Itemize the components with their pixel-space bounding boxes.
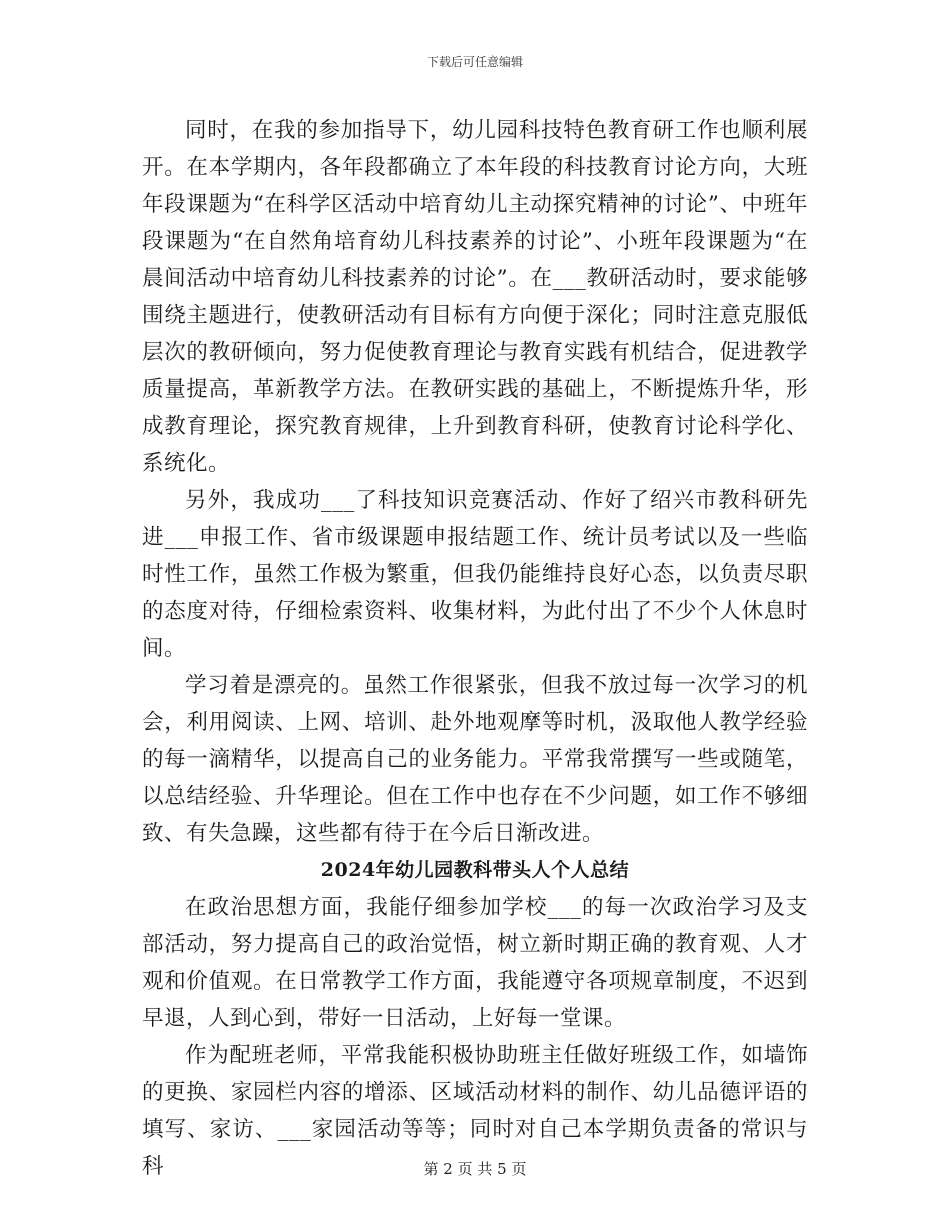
paragraph: 学习着是漂亮的。虽然工作很紧张，但我不放过每一次学习的机会，利用阅读、上网、培训、赴外地观摩等时机，汲取他人教学经验的每一滴精华，以提高自己的业务能力。平常我常撰写一些或随笔，以总结经验、升华理论。但在工作中也存在不少问题，如工作不够细致、有失急躁，这些都有待于在今后日渐改进。: [142, 673, 808, 846]
paragraph: 在政治思想方面，我能仔细参加学校___的每一次政治学习及支部活动，努力提高自己的政治觉悟，树立新时期正确的教育观、人才观和价值观。在日常教学工作方面，我能遵守各项规章制度，不迟到早退，人到心到，带好一日活动，上好每一堂课。: [142, 895, 808, 1031]
paragraph: 另外，我成功___了科技知识竞赛活动、作好了绍兴市教科研先进___申报工作、省市级课题申报结题工作、统计员考试以及一些临时性工作，虽然工作极为繁重，但我仍能维持良好心态，以负责尽职的态度对待，仔细检索资料、收集材料，为此付出了不少个人休息时间。: [142, 488, 808, 661]
section-title: 2024年幼儿园教科带头人个人总结: [320, 859, 630, 881]
page-header: 下载后可任意编辑: [426, 55, 523, 69]
paragraph: 同时，在我的参加指导下，幼儿园科技特色教育研工作也顺利展开。在本学期内，各年段都确立了本年段的科技教育讨论方向，大班年段课题为“在科学区活动中培育幼儿主动探究精神的讨论”、中班年段课题为“在自然角培育幼儿科技素养的讨论”、小班年段课题为“在晨间活动中培育幼儿科技素养的讨论”。在___教研活动时，要求能够围绕主题进行，使教研活动有目标有方向便于深化；同时注意克服低层次的教研倾向，努力促使教育理论与教育实践有机结合，促进教学质量提高，革新教学方法。在教研实践的基础上，不断提炼升华，形成教育理论，探究教育规律，上升到教育科研，使教育讨论科学化、系统化。: [142, 118, 808, 476]
paragraph: 作为配班老师，平常我能积极协助班主任做好班级工作，如墙饰的更换、家园栏内容的增添、区域活动材料的制作、幼儿品德评语的填写、家访、___家园活动等等；同时对自己本学期负责备的常识与科: [142, 1043, 808, 1179]
page-footer: 第 2 页 共 5 页: [423, 1160, 527, 1178]
document-body: [142, 112, 808, 1185]
